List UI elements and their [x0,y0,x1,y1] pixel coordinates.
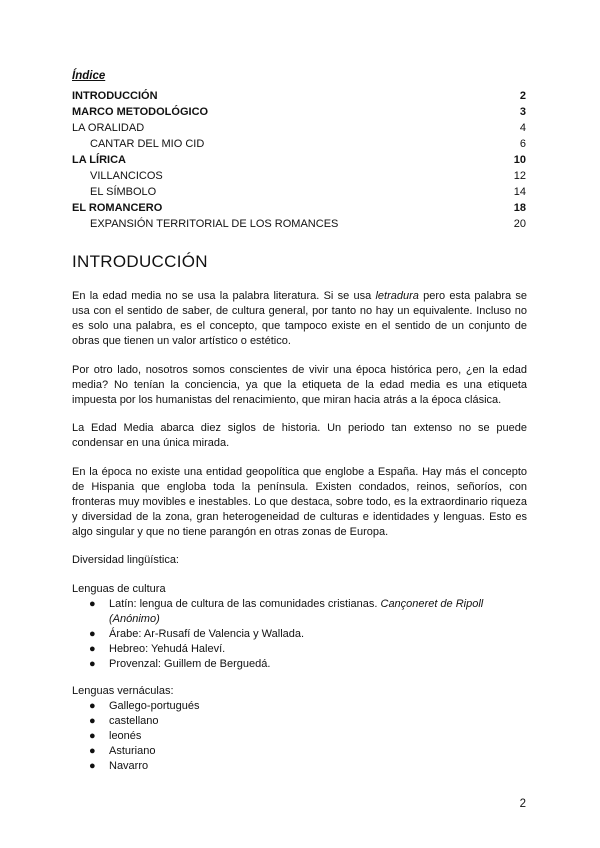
paragraph-literatura [72,289,527,349]
list-title: Lenguas vernáculas: [72,685,174,697]
diversity-label: Diversidad lingüística: [72,554,179,566]
list-item [72,744,527,759]
paragraph-conciencia: Por otro lado, nosotros somos conscientes de vivir una época histórica pero, ¿en la edad media? No tenían la conciencia, ya que la etiqueta de la edad media es una etiqueta impuesta por los humanistas del renacimiento, que miran hacia atrás a la época clásica. [72,364,527,406]
toc-entry-label: MARCO METODOLÓGICO [72,106,209,118]
toc-entry-page: 6 [519,138,526,150]
bullet-icon: ● [89,730,96,742]
list-item [72,642,527,657]
bullet-icon: ● [89,598,96,610]
toc-entry-page: 4 [519,122,526,134]
list-item [72,627,527,642]
list-item-text: Navarro [109,760,149,772]
list-item-text: Gallego-portugués [109,700,200,712]
paragraph-edad-media: La Edad Media abarca diez siglos de historia. Un periodo tan extenso no se puede condensar en una única mirada. [72,422,527,449]
vernacular-languages-list [72,684,527,774]
toc-entry-page: 20 [513,218,526,230]
toc-entry-page: 2 [519,90,526,102]
list-item-text: Provenzal: Guillem de Berguedá. [109,658,271,670]
paragraph-hispania: En la época no existe una entidad geopolítica que englobe a España. Hay más el concepto de Hispania que engloba toda la península. Existen condados, reinos, señoríos, con fronteras muy movibles e inestables. Lo que destaca, sobre todo, es la extraordinario riqueza y diversidad de la zona, gran heterogeneidad de culturas e identidades y lenguas. Esto es algo singular y que no tiene parangón en otras zonas de Europa. [72,466,527,538]
toc-entry-page: 12 [513,170,526,182]
toc-entry-el-simbolo[interactable] [72,184,526,200]
toc-entry-label: EL SÍMBOLO [90,186,157,198]
list-item [72,657,527,672]
toc-entry-page: 14 [513,186,526,198]
list-title: Lenguas de cultura [72,583,166,595]
toc-entry-label: CANTAR DEL MIO CID [90,138,205,150]
list-item [72,729,527,744]
toc-entry-page: 10 [513,154,526,166]
list-item-text: leonés [109,730,142,742]
toc-entry-label: LA LÍRICA [72,154,126,166]
bullet-icon: ● [89,745,96,757]
toc-entry-page: 3 [519,106,526,118]
list-item-text: Asturiano [109,745,156,757]
toc-entry-introduccion[interactable] [72,88,526,104]
toc-entry-label: EL ROMANCERO [72,202,163,214]
section-heading: INTRODUCCIÓN [72,252,208,271]
toc-entry-la-lirica[interactable] [72,152,526,168]
toc-entry-label: VILLANCICOS [90,170,163,182]
toc-entry-villancicos[interactable] [72,168,526,184]
toc-entry-cantar-del-mio-cid[interactable] [72,136,526,152]
bullet-icon: ● [89,643,96,655]
list-item-text: Árabe: Ar-Rusafí de Valencia y Wallada. [109,628,305,640]
bullet-icon: ● [89,760,96,772]
list-item-text: castellano [109,715,159,727]
bullet-icon: ● [89,658,96,670]
list-item [72,759,527,774]
bullet-icon: ● [89,700,96,712]
toc-entry-expansion-territorial[interactable] [72,216,526,232]
toc-entry-label: LA ORALIDAD [72,122,145,134]
toc-entry-page: 18 [513,202,526,214]
list-item-text: Hebreo: Yehudá Haleví. [109,643,226,655]
toc-entry-marco-metodologico[interactable] [72,104,526,120]
bullet-icon: ● [89,715,96,727]
toc-title: Índice [72,70,106,82]
culture-languages-list [72,582,527,672]
table-of-contents [72,88,526,232]
bullet-icon: ● [89,628,96,640]
italic-term: letradura [375,290,419,302]
list-item [72,597,527,627]
page-number: 2 [519,798,526,810]
paragraph-text: pero esta palabra se usa con el sentido de saber, de cultura general, por tanto no hay un equivalente. Incluso no es solo una palabra, es el concepto, que tampoco existe en el sentido de un conjunto de obras que tienen un valor artístico o estético. [72,290,527,347]
toc-entry-el-romancero[interactable] [72,200,526,216]
toc-entry-label: INTRODUCCIÓN [72,90,158,102]
list-item-text: Latín: lengua de cultura de las comunidades cristianas. [109,598,381,610]
list-item [72,714,527,729]
list-item-italic: Cançoneret de Ripoll (Anónimo) [109,598,484,625]
paragraph-text: En la edad media no se usa la palabra literatura. Si se usa [72,290,376,302]
list-item [72,699,527,714]
toc-entry-la-oralidad[interactable] [72,120,526,136]
toc-entry-label: EXPANSIÓN TERRITORIAL DE LOS ROMANCES [90,218,339,230]
